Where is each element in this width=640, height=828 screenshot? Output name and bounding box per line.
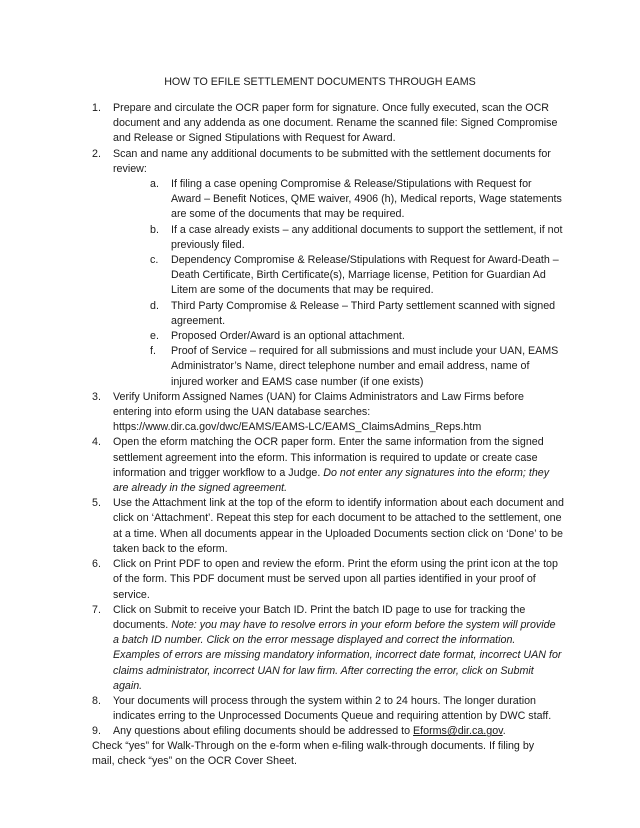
sub-item-c xyxy=(113,253,564,299)
step-number: 9. xyxy=(92,725,101,738)
step-9 xyxy=(92,724,564,739)
step-italic-note: Do not enter any signatures into the eform; they are already in the signed agreement. xyxy=(113,466,550,495)
page-title: HOW TO EFILE SETTLEMENT DOCUMENTS THROUGH EAMS xyxy=(164,76,476,88)
sub-text: Dependency Compromise & Release/Stipulations with Request for Award-Death – Death Certificate, Birth Certificate(s), Marriage license, Petition for Guardian Ad Litem are some of the documents that may be required. xyxy=(171,254,559,297)
step-number: 2. xyxy=(92,147,101,160)
email-link[interactable]: Eforms@dir.ca.gov xyxy=(413,725,503,738)
sub-text: Proposed Order/Award is an optional attachment. xyxy=(171,330,405,343)
sub-item-f xyxy=(113,344,564,390)
step-text: Click on Print PDF to open and review the eform. Print the eform using the print icon at the top of the form. This PDF document must be served upon all parties identified in your proof of service. xyxy=(113,558,558,601)
step-number: 5. xyxy=(92,497,101,510)
sub-letter: a. xyxy=(150,178,159,191)
sub-letter: c. xyxy=(150,254,159,267)
step-number: 4. xyxy=(92,436,101,449)
step-4 xyxy=(92,435,564,496)
step-text: Any questions about efiling documents should be addressed to xyxy=(113,725,414,738)
sub-letter: f. xyxy=(150,345,156,358)
sub-item-a xyxy=(113,177,564,223)
sub-letter: e. xyxy=(150,330,159,343)
sub-letter: b. xyxy=(150,223,159,236)
step-number: 7. xyxy=(92,603,101,616)
sub-item-b xyxy=(113,223,564,253)
step-number: 6. xyxy=(92,558,101,571)
step-5 xyxy=(92,496,564,557)
step-text: Use the Attachment link at the top of the eform to identify information about each document and click on ‘Attachment’. Repeat this step for each document to be attached to the settlement, one at a time. When all documents appear in the Uploaded Documents section click on ‘Done’ to be taken back to the eform. xyxy=(113,497,564,555)
step-text: Your documents will process through the system within 2 to 24 hours. The longer duration indicates erring to the Unprocessed Documents Queue and requiring attention by DWC staff. xyxy=(113,694,552,723)
sub-text: If filing a case opening Compromise & Release/Stipulations with Request for Award – Benefit Notices, QME waiver, 4906 (h), Medical reports, Wage statements are some of the documents that may be required. xyxy=(171,178,562,221)
step-8 xyxy=(92,694,564,724)
footer-note: Check “yes” for Walk-Through on the e-form when e-filing walk-through documents. If filing by mail, check “yes” on the OCR Cover Sheet. xyxy=(92,740,535,768)
sub-text: Third Party Compromise & Release – Third Party settlement scanned with signed agreement. xyxy=(171,299,556,327)
step-7 xyxy=(92,603,564,694)
step-text: Click on Submit to receive your Batch ID. Print the batch ID page to use for tracking the documents. xyxy=(113,603,526,631)
step-text-tail: . xyxy=(502,725,506,738)
step-3 xyxy=(92,390,564,436)
sub-item-d xyxy=(113,299,564,329)
step-number: 8. xyxy=(92,694,101,707)
step-text: Scan and name any additional documents to be submitted with the settlement documents for review: xyxy=(113,147,551,175)
sub-text: Proof of Service – required for all submissions and must include your UAN, EAMS Administrator’s Name, direct telephone number and email address, name of injured worker and EAMS case number (if one exists) xyxy=(171,345,559,388)
step-2 xyxy=(92,147,564,390)
instruction-list xyxy=(92,101,564,740)
sub-item-e xyxy=(113,329,564,344)
step-text: Verify Uniform Assigned Names (UAN) for Claims Administrators and Law Firms before entering into eform using the UAN database searches: https://www.dir.ca.gov/dwc/EAMS/EAMS-LC/EAMS_ClaimsAdmins_Reps.htm xyxy=(113,390,525,434)
sub-list xyxy=(113,177,564,390)
step-text: Prepare and circulate the OCR paper form for signature. Once fully executed, scan the OCR document and any addenda as one document. Rename the scanned file: Signed Compromise and Release or Signed Stipulations with Request for Award. xyxy=(113,102,558,145)
step-text: Open the eform matching the OCR paper form. Enter the same information from the signed settlement agreement into the eform. This information is required to update or create case information and trigger workflow to a Judge. xyxy=(113,436,544,479)
sub-letter: d. xyxy=(150,299,159,312)
step-number: 3. xyxy=(92,390,101,403)
step-number: 1. xyxy=(92,102,101,114)
step-1 xyxy=(92,101,564,147)
step-italic-note: Note: you may have to resolve errors in your eform before the system will provide a batch ID number. Click on the error message displayed and correct the information. Examples of errors are missing mandatory information, incorrect date format, incorrect UAN for claims administrator, incorrect UAN for law firm. After correcting the error, click on Submit again. xyxy=(113,618,562,692)
step-6 xyxy=(92,557,564,603)
sub-text: If a case already exists – any additional documents to support the settlement, if not previously filed. xyxy=(171,223,563,251)
